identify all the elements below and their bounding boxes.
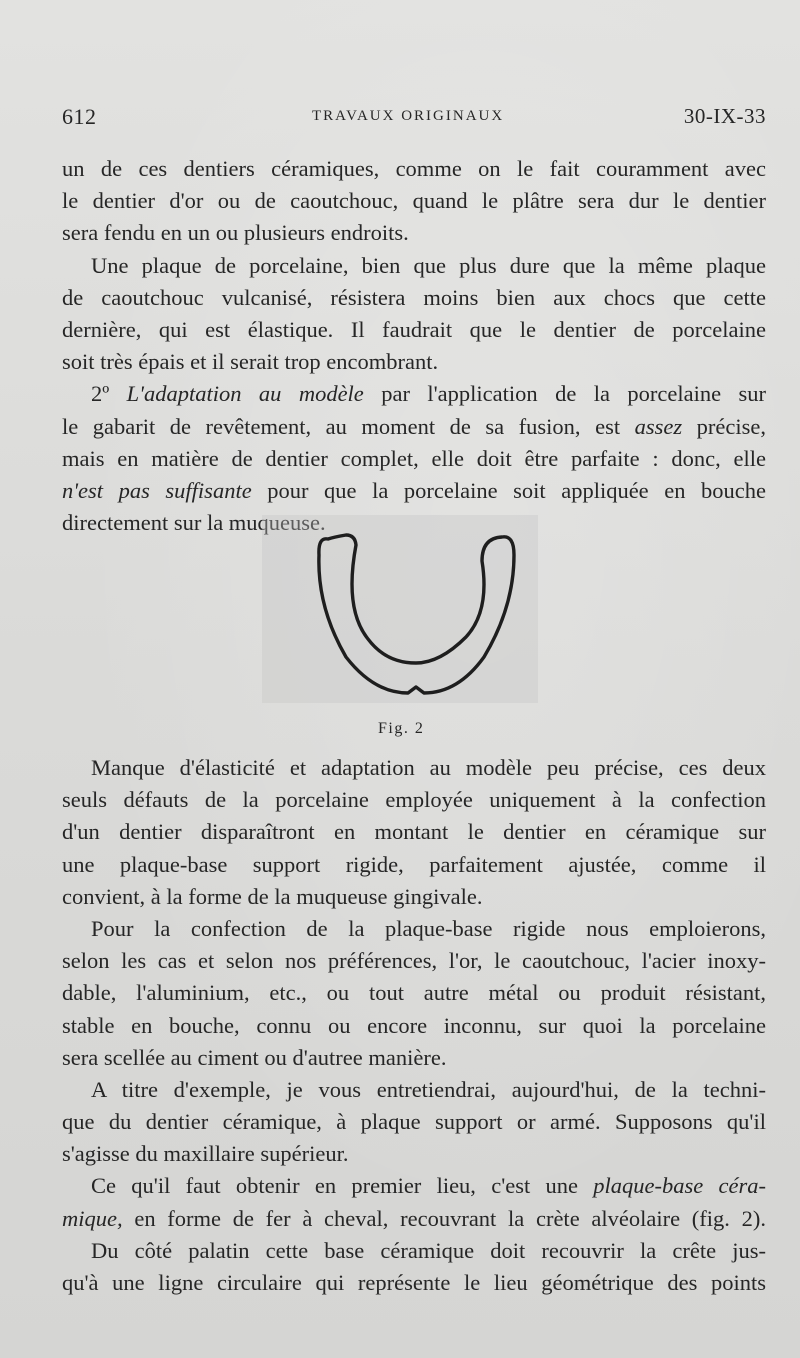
text-line	[62, 411, 766, 443]
text-line: qu'à une ligne circulaire qui représente le lieu géométrique des points	[62, 1270, 766, 1295]
text-line: s'agisse du maxillaire supérieur.	[62, 1141, 349, 1167]
figure-2	[262, 515, 538, 745]
paragraph-6	[62, 1074, 766, 1171]
plaque-base-outline	[319, 535, 514, 693]
horseshoe-base-diagram-icon	[262, 515, 538, 715]
paragraph-2	[62, 250, 766, 379]
paragraph-5	[62, 913, 766, 1074]
text-line: selon les cas et selon nos préférences, l'or, le caoutchouc, l'acier inoxy-	[62, 948, 766, 974]
text-line	[62, 1203, 766, 1235]
text-line: une plaque-base support rigide, parfaitement ajustée, comme il	[62, 851, 766, 877]
text-line: d'un dentier disparaîtront en montant le dentier en céramique sur	[62, 819, 766, 845]
text-line: convient, à la forme de la muqueuse gingivale.	[62, 883, 483, 909]
issue-date: 30-IX-33	[683, 104, 766, 128]
text-line: soit très épais et il serait trop encombrant.	[62, 349, 439, 375]
emphasis-text: n'est pas suffisante	[62, 477, 252, 503]
text-line: Une plaque de porcelaine, bien que plus dure que la même plaque	[91, 252, 766, 278]
paragraph-4	[62, 752, 766, 913]
text-block-upper	[62, 153, 766, 539]
emphasis-text: mique,	[62, 1205, 123, 1231]
text-line: Du côté palatin cette base céramique doit recouvrir la crête jus-	[91, 1237, 766, 1263]
emphasis-text: plaque-base céra-	[593, 1173, 766, 1199]
text-line: de caoutchouc vulcanisé, résistera moins bien aux chocs que cette	[62, 284, 766, 310]
text-span: pour que la porcelaine soit appliquée en bouche	[251, 477, 766, 503]
paragraph-7	[62, 1170, 766, 1234]
page-number: 612	[62, 104, 97, 129]
text-line: directement sur la muqueuse.	[62, 510, 326, 536]
paragraph-8	[62, 1235, 766, 1299]
text-line: que du dentier céramique, à plaque support or armé. Supposons qu'il	[62, 1109, 766, 1135]
text-line: seuls défauts de la porcelaine employée uniquement à la confection	[62, 787, 766, 813]
text-span: Ce qu'il faut obtenir en premier lieu, c'est une	[91, 1173, 578, 1199]
text-span: précise,	[682, 413, 766, 439]
text-block-lower	[62, 752, 766, 1299]
text-line: dernière, qui est élastique. Il faudrait que le dentier de porcelaine	[62, 316, 766, 342]
text-line: sera fendu en un ou plusieurs endroits.	[62, 220, 409, 246]
running-title: TRAVAUX ORIGINAUX	[312, 108, 505, 124]
text-line: A titre d'exemple, je vous entretiendrai, aujourd'hui, de la techni-	[91, 1076, 766, 1102]
list-number: 2º	[91, 381, 127, 407]
text-span: en forme de fer à cheval, recouvrant la crète alvéolaire (fig. 2).	[122, 1205, 766, 1231]
text-line: Pour la confection de la plaque-base rigide nous emploierons,	[91, 915, 766, 941]
text-line: le dentier d'or ou de caoutchouc, quand le plâtre sera dur le dentier	[62, 188, 766, 214]
text-line: un de ces dentiers céramiques, comme on le fait couramment avec	[62, 156, 766, 181]
paragraph-1	[62, 153, 766, 250]
emphasis-text: L'adaptation au modèle	[126, 381, 364, 407]
page-header	[62, 104, 766, 134]
text-line	[62, 1170, 766, 1202]
text-line	[62, 475, 766, 507]
text-line	[62, 378, 766, 410]
text-line: mais en matière de dentier complet, elle doit être parfaite : donc, elle	[62, 445, 766, 471]
text-line: Manque d'élasticité et adaptation au modèle peu précise, ces deux	[91, 755, 766, 780]
text-line: sera scellée au ciment ou d'autree manière.	[62, 1044, 447, 1070]
text-span: par l'application de la porcelaine sur	[363, 381, 766, 407]
text-span: le gabarit de revêtement, au moment de sa fusion, est	[62, 413, 621, 439]
emphasis-text: assez	[634, 413, 683, 439]
figure-caption: Fig. 2	[378, 720, 425, 737]
text-line: stable en bouche, connu ou encore inconnu, sur quoi la porcelaine	[62, 1012, 766, 1038]
text-line: dable, l'aluminium, etc., ou tout autre métal ou produit résistant,	[62, 980, 766, 1006]
